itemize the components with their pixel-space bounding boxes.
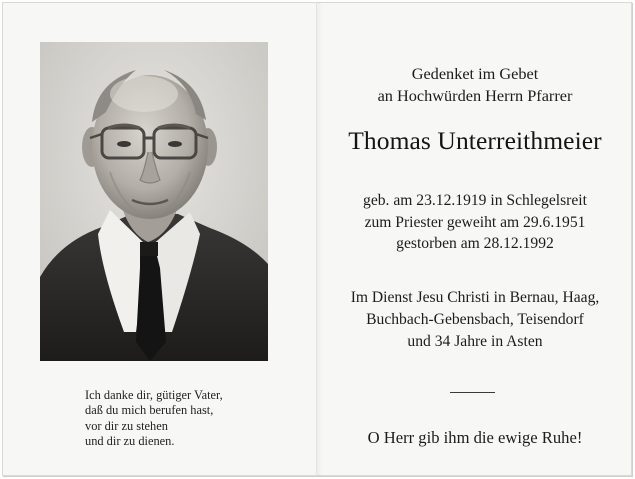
service-line-1: Im Dienst Jesu Christi in Bernau, Haag,: [350, 289, 600, 306]
heading-line-2: an Hochwürden Herrn Pfarrer: [377, 86, 573, 105]
divider-line: [450, 392, 495, 393]
verse-line: Ich danke dir, gütiger Vater,: [85, 388, 223, 402]
portrait-photo: [40, 42, 268, 361]
blessing-text: O Herr gib ihm die ewige Ruhe!: [367, 428, 583, 447]
card-fold-shadow: [317, 2, 323, 476]
ordination-line: zum Priester geweiht am 29.6.1951: [364, 213, 586, 231]
birth-line: geb. am 23.12.1919 in Schlegelsreit: [363, 192, 587, 209]
verse-block: [85, 388, 223, 449]
verse-line: daß du mich berufen hast,: [85, 403, 214, 418]
service-block: [327, 287, 623, 353]
verse-line: vor dir zu stehen: [85, 418, 168, 433]
dates-block: [327, 190, 623, 255]
heading-line-1: Gedenket im Gebet: [411, 64, 539, 83]
service-line-3: und 34 Jahre in Asten: [407, 333, 543, 350]
deceased-name: Thomas Unterreithmeier: [348, 126, 602, 155]
heading-block: [327, 63, 623, 107]
verse-line: und dir zu dienen.: [85, 433, 175, 448]
service-line-2: Buchbach-Gebensbach, Teisendorf: [366, 311, 584, 328]
death-line: gestorben am 28.12.1992: [396, 235, 554, 252]
